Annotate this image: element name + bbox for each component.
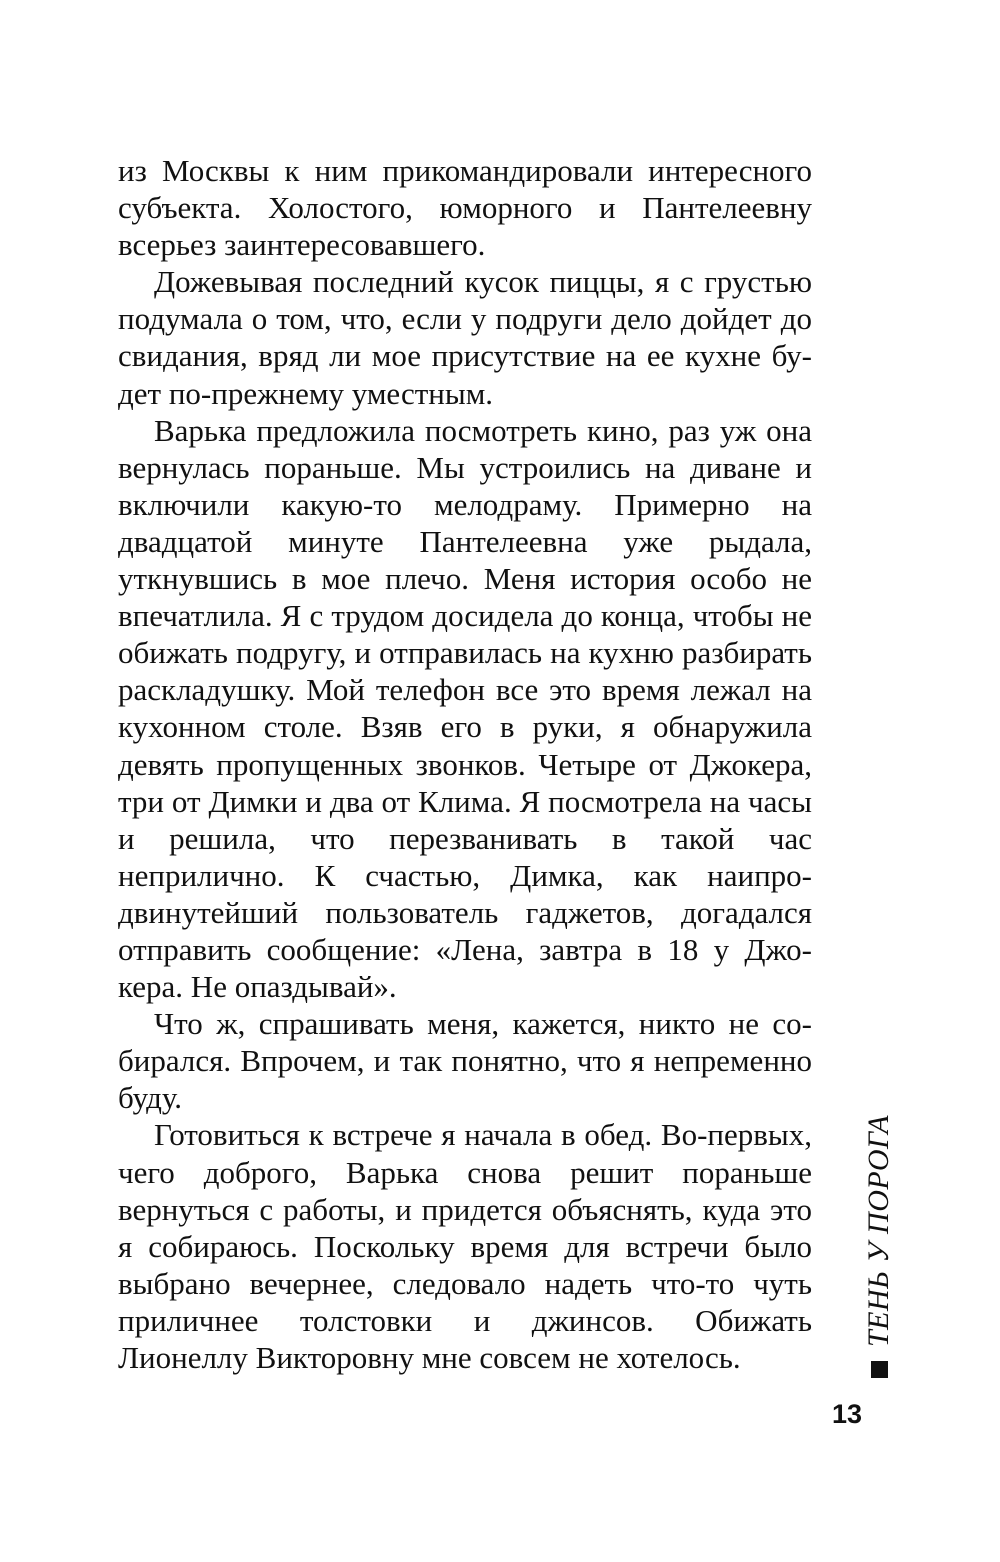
page-number: 13 bbox=[831, 1399, 863, 1429]
paragraph: Дожевывая последний кусок пиццы, я с грустью подумала о том, что, если у подруги дело дойдет до свидания, вряд ли мое присутствие на ее кухне будет по-прежнему уместным. bbox=[118, 264, 812, 411]
paragraph: Готовиться к встрече я начала в обед. Во-первых, чего доброго, Варька снова решит пораньше вернуться с работы, и придется объяснять, куда это я собираюсь. Поскольку время для встречи было выбрано вечернее, следовало надеть что-то чуть приличнее толстовки и джинсов. Обижать Лионеллу Викторовну мне совсем не хотелось. bbox=[118, 1117, 812, 1375]
paragraph: из Москвы к ним прикомандировали интересного субъекта. Холостого, юморного и Пантелеевну всерьез заинтересовавшего. bbox=[118, 153, 812, 263]
running-title-text: ТЕНЬ У ПОРОГА bbox=[862, 1114, 895, 1347]
paragraph: Что ж, спрашивать меня, кажется, никто не собирался. Впрочем, и так понятно, что я непременно буду. bbox=[118, 1006, 812, 1116]
running-title bbox=[862, 1115, 896, 1378]
paragraph: Варька предложила посмотреть кино, раз уж она вернулась пораньше. Мы устроились на диване и включили какую-то мелодраму. Примерно на двадцатой минуте Пантелеевна уже рыдала, уткнувшись в мое плечо. Меня история особо не впечатлила. Я с трудом досидела до конца, чтобы не обижать подругу, и отправилась на кухню разбирать раскладушку. Мой телефон все это время лежал на кухонном столе. Взяв его в руки, я обнаружила девять пропущенных звонков. Четыре от Джокера, три от Димки и два от Клима. Я посмотрела на часы и решила, что перезванивать в такой час неприлично. К счастью, Димка, как наипродвинутейший пользователь гаджетов, догадался отправить сообщение: «Лена, завтра в 18 у Джокера. Не опаздывай». bbox=[118, 412, 812, 1005]
body-text bbox=[118, 152, 812, 1376]
square-bullet-icon bbox=[871, 1361, 888, 1378]
